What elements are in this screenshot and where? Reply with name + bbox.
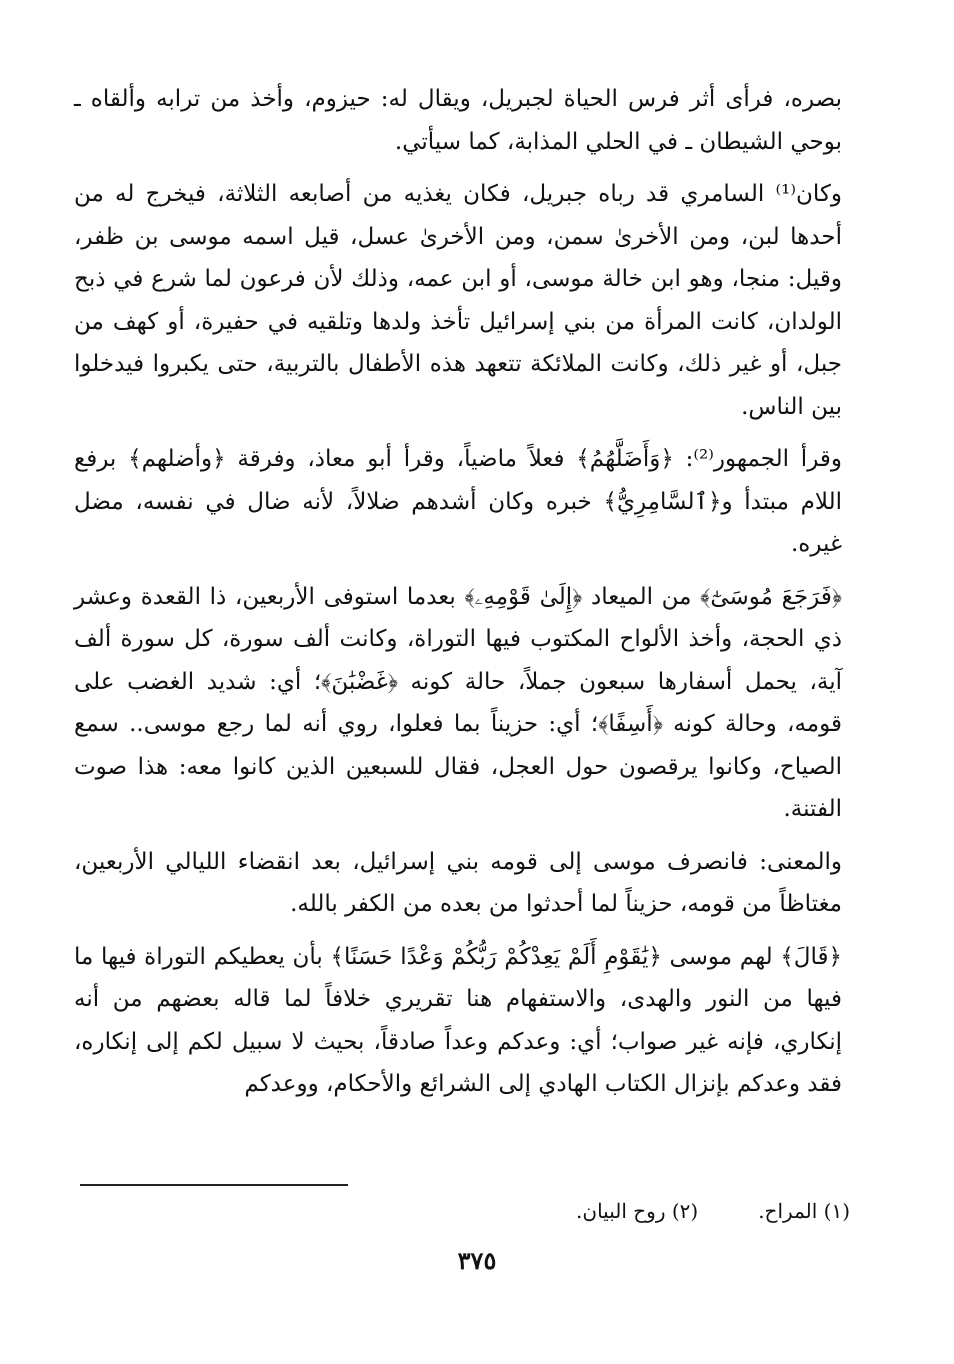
paragraph-5: والمعنى: فانصرف موسى إلى قومه بني إسرائيل، بعد انقضاء الليالي الأربعين، مغتاظاً من قومه، حزيناً لما أحدثوا من بعده من الكفر بالله. bbox=[74, 848, 842, 917]
paragraph-4: ﴿فَرَجَعَ مُوسَىٰٓ﴾ من الميعاد ﴿إِلَىٰ قَوْمِهِۦ﴾ بعدما استوفى الأربعين، ذا القعدة وعشر ذي الحجة، وأخذ الألواح المكتوب فيها التوراة، وكانت ألف سورة، كل سورة ألف آية، يحمل أسفارها سبعون جملاً، حالة كونه ﴿غَضْبَٰنَ﴾؛ أي: شديد الغضب على قومه، وحالة كونه ﴿أَسِفًا﴾؛ أي: حزيناً بما فعلوا، روي أنه لما رجع موسى.. سمع الصياح، وكانوا يرقصون حول العجل، فقال للسبعين الذين كانوا معه: هذا صوت الفتنة. bbox=[74, 583, 842, 822]
paragraph-2: وكان⁽¹⁾ السامري قد رباه جبريل، فكان يغذيه من أصابعه الثلاثة، فيخرج له من أحدها لبن، ومن الأخرىٰ سمن، ومن الأخرىٰ عسل، قيل اسمه موسى بن ظفر، وقيل: منجا، وهو ابن خالة موسى، أو ابن عمه، وذلك لأن فرعون لما شرع في ذبح الولدان، كانت المرأة من بني إسرائيل تأخذ ولدها وتلقيه في حفيرة، أو كهف من جبل، أو غير ذلك، وكانت الملائكة تتعهد هذه الأطفال بالتربية، حتى يكبروا فيدخلوا بين الناس. bbox=[74, 181, 842, 420]
footnote-1: (١) المراح. bbox=[758, 1199, 850, 1223]
paragraph-3: وقرأ الجمهور⁽²⁾: ﴿وَأَضَلَّهُمُ﴾ فعلاً ماضياً، وقرأ أبو معاذ، وفرقة ﴿وأضلهم﴾ برفع اللام مبتدأ و﴿ٱلسَّامِرِيُّ﴾ خبره وكان أشدهم ضلالاً، لأنه ضال في نفسه، مضل غيره. bbox=[74, 446, 842, 557]
page-number: ٣٧٥ bbox=[457, 1246, 497, 1275]
footnote-2: (٢) روح البيان. bbox=[576, 1199, 699, 1223]
footnotes bbox=[74, 1199, 850, 1223]
footnote-divider bbox=[80, 1184, 348, 1186]
paragraph-6: ﴿قَالَ﴾ لهم موسى ﴿يَٰقَوْمِ أَلَمْ يَعِدْكُمْ رَبُّكُمْ وَعْدًا حَسَنًا﴾ بأن يعطيكم التوراة فيها ما فيها من النور والهدى، والاستفهام هنا تقريري خلافاً لما قاله بعضهم من أنه إنكاري، فإنه غير صواب؛ أي: وعدكم وعداً صادقاً، بحيث لا سبيل لكم إلى إنكاره، فقد وعدكم بإنزال الكتاب الهادي إلى الشرائع والأحكام، ووعدكم bbox=[74, 943, 842, 1097]
paragraph-1: بصره، فرأى أثر فرس الحياة لجبريل، ويقال له: حيزوم، وأخذ من ترابه وألقاه ـ بوحي الشيطان ـ في الحلي المذابة، كما سيأتي. bbox=[74, 86, 842, 155]
